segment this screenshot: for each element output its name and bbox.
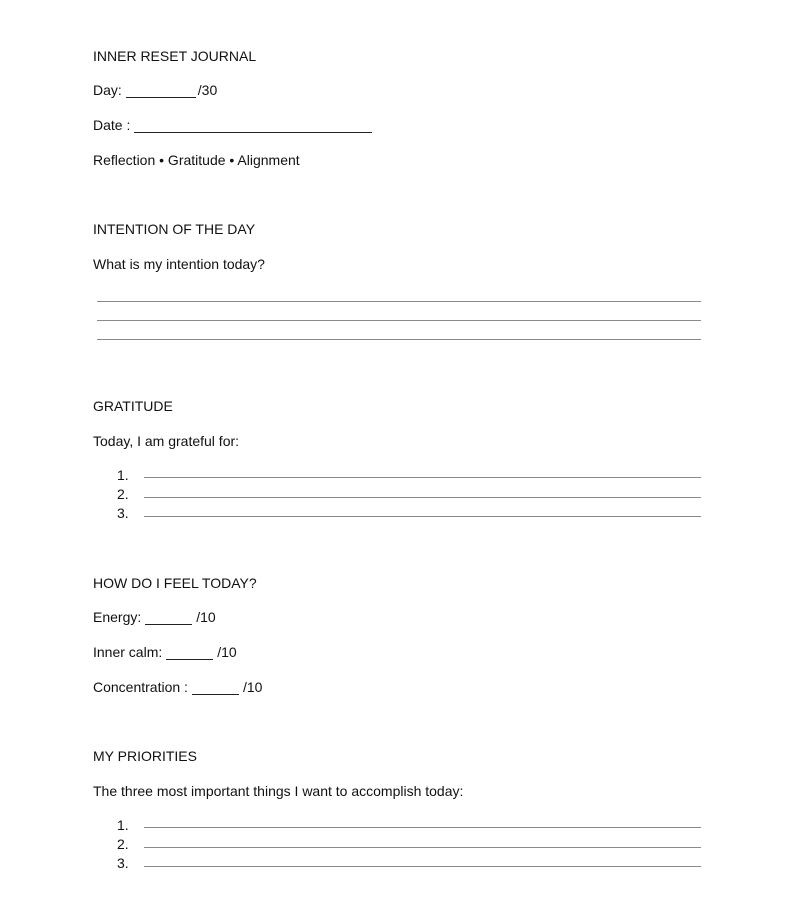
concentration-field <box>93 679 262 695</box>
energy-field <box>93 609 216 625</box>
priorities-prompt: The three most important things I want to accomplish today: <box>93 783 464 799</box>
gratitude-line-2[interactable] <box>144 497 701 498</box>
feelings-heading: HOW DO I FEEL TODAY? <box>93 575 257 591</box>
priority-line-1[interactable] <box>144 827 701 828</box>
day-field <box>93 82 217 98</box>
gratitude-number-2: 2. <box>117 486 129 502</box>
intention-line-3[interactable] <box>97 339 701 340</box>
gratitude-line-1[interactable] <box>144 477 701 478</box>
gratitude-line-3[interactable] <box>144 516 701 517</box>
gratitude-prompt: Today, I am grateful for: <box>93 433 240 449</box>
concentration-label: Concentration : <box>93 679 188 695</box>
concentration-input-line[interactable] <box>192 681 239 695</box>
priorities-heading: MY PRIORITIES <box>93 748 197 764</box>
gratitude-number-1: 1. <box>117 467 129 483</box>
energy-suffix: /10 <box>196 609 216 625</box>
concentration-suffix: /10 <box>242 679 263 695</box>
tagline: Reflection • Gratitude • Alignment <box>93 152 300 168</box>
day-input-line[interactable] <box>126 84 196 98</box>
day-suffix: /30 <box>197 82 218 98</box>
energy-label: Energy: <box>93 609 142 625</box>
journal-title: INNER RESET JOURNAL <box>93 48 257 64</box>
gratitude-number-3: 3. <box>117 505 129 521</box>
priority-line-3[interactable] <box>144 866 701 867</box>
date-field <box>93 117 374 133</box>
priority-number-1: 1. <box>117 817 129 833</box>
priority-number-3: 3. <box>117 855 129 871</box>
gratitude-heading: GRATITUDE <box>93 398 173 414</box>
intention-line-2[interactable] <box>97 320 701 321</box>
priority-line-2[interactable] <box>144 847 701 848</box>
inner-calm-suffix: /10 <box>217 644 237 660</box>
inner-calm-field <box>93 644 237 660</box>
priority-number-2: 2. <box>117 836 129 852</box>
energy-input-line[interactable] <box>145 611 192 625</box>
inner-calm-label: Inner calm: <box>93 644 163 660</box>
intention-prompt: What is my intention today? <box>93 256 265 272</box>
intention-line-1[interactable] <box>97 301 701 302</box>
date-label: Date : <box>93 117 131 133</box>
intention-heading: INTENTION OF THE DAY <box>93 221 256 237</box>
date-input-line[interactable] <box>134 119 372 133</box>
day-label: Day: <box>93 82 122 98</box>
inner-calm-input-line[interactable] <box>166 646 213 660</box>
